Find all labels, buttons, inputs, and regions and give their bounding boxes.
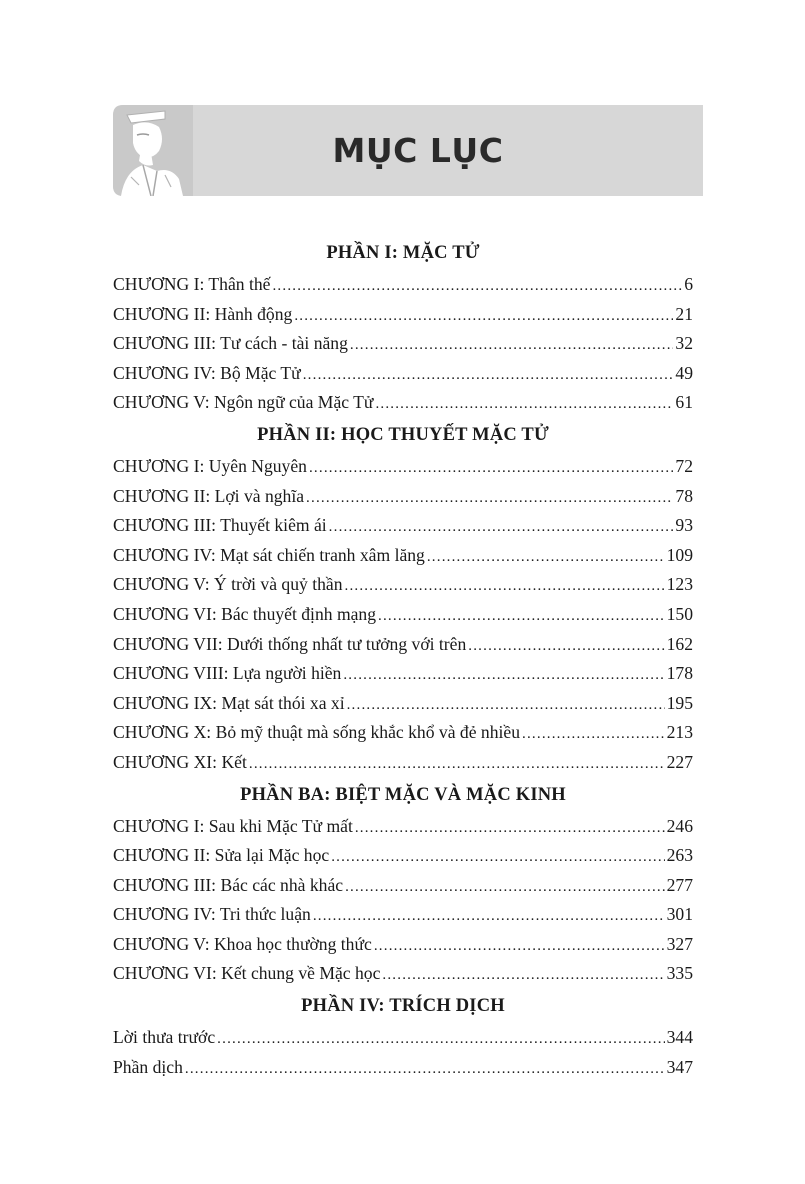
toc-entry <box>113 871 693 901</box>
dot-leader <box>272 272 682 302</box>
dot-leader <box>374 932 665 962</box>
toc-entry-title: CHƯƠNG VI: Kết chung về Mặc học <box>113 963 381 984</box>
toc-entry <box>113 1023 693 1053</box>
toc-entry-page: 178 <box>666 663 693 684</box>
dot-leader <box>350 331 674 361</box>
toc-entry-page: 277 <box>666 874 693 895</box>
toc-entry-title: CHƯƠNG II: Hành động <box>113 303 293 324</box>
toc-entry-title: CHƯƠNG I: Thân thế <box>113 274 271 294</box>
dot-leader <box>375 390 673 420</box>
toc-entry-page: 162 <box>666 633 693 654</box>
toc-entry-page: 61 <box>675 392 693 413</box>
toc-entry-page: 109 <box>666 544 693 565</box>
dot-leader <box>303 361 674 391</box>
toc-entry <box>113 388 693 418</box>
dot-leader <box>331 843 664 873</box>
toc-entry <box>113 900 693 930</box>
toc-entry-title: CHƯƠNG VI: Bác thuyết định mạng <box>113 603 377 624</box>
toc-entry-title: CHƯƠNG XI: Kết <box>113 751 247 772</box>
toc-entry <box>113 452 693 482</box>
toc-entry <box>113 270 693 300</box>
dot-leader <box>427 543 665 573</box>
toc-entry-page: 335 <box>666 963 693 984</box>
toc-entry-page: 32 <box>675 333 693 354</box>
toc-entry <box>113 689 693 719</box>
toc-entry-title: CHƯƠNG VII: Dưới thống nhất tư tưởng với trên <box>113 633 467 654</box>
dot-leader <box>217 1025 664 1055</box>
toc-entry-title: Lời thưa trước <box>113 1027 216 1048</box>
toc-entry-page: 347 <box>666 1056 693 1077</box>
toc-entry <box>113 748 693 778</box>
toc-entry-title: CHƯƠNG V: Khoa học thường thức <box>113 933 372 954</box>
toc-entry-page: 327 <box>666 933 693 954</box>
toc-entry <box>113 812 693 842</box>
toc-entry-title: CHƯƠNG IV: Mạt sát chiến tranh xâm lăng <box>113 544 425 565</box>
table-of-contents <box>113 236 693 1082</box>
toc-entry <box>113 359 693 389</box>
dot-leader <box>306 484 673 514</box>
toc-entry-title: CHƯƠNG IV: Bộ Mặc Tử <box>113 362 301 383</box>
toc-entry-title: CHƯƠNG I: Uyên Nguyên <box>113 455 307 476</box>
header-banner <box>113 105 703 196</box>
toc-entry-page: 72 <box>675 455 693 476</box>
toc-entry <box>113 300 693 330</box>
toc-entry <box>113 511 693 541</box>
toc-entry-page: 213 <box>666 722 693 743</box>
toc-entry-page: 6 <box>684 274 693 294</box>
dot-leader <box>343 661 664 691</box>
dot-leader <box>345 572 665 602</box>
dot-leader <box>313 902 665 932</box>
dot-leader <box>309 454 673 484</box>
toc-entry-page: 21 <box>675 303 693 324</box>
toc-entry-title: CHƯƠNG IV: Tri thức luận <box>113 904 311 925</box>
toc-entry-page: 301 <box>666 904 693 925</box>
toc-entry-page: 78 <box>675 485 693 506</box>
dot-leader <box>378 602 665 632</box>
part-heading: PHẦN I: MẶC TỬ <box>326 243 480 263</box>
dot-leader <box>347 691 665 721</box>
toc-entry-page: 150 <box>666 603 693 624</box>
toc-entry-page: 49 <box>675 362 693 383</box>
toc-entry-title: CHƯƠNG II: Sửa lại Mặc học <box>113 845 330 866</box>
toc-entry-page: 195 <box>666 692 693 713</box>
toc-entry-page: 263 <box>666 845 693 866</box>
toc-entry <box>113 541 693 571</box>
toc-entry <box>113 630 693 660</box>
toc-entry-page: 227 <box>666 751 693 772</box>
toc-entry <box>113 718 693 748</box>
toc-entry-title: CHƯƠNG VIII: Lựa người hiền <box>113 663 342 684</box>
toc-entry-page: 123 <box>666 574 693 595</box>
part-heading: PHẦN IV: TRÍCH DỊCH <box>301 996 505 1017</box>
toc-entry-title: CHƯƠNG I: Sau khi Mặc Tử mất <box>113 815 353 836</box>
toc-entry-title: CHƯƠNG III: Thuyết kiêm ái <box>113 515 327 536</box>
toc-entry <box>113 482 693 512</box>
toc-entry <box>113 329 693 359</box>
dot-leader <box>468 632 664 662</box>
toc-entry-title: CHƯƠNG V: Ngôn ngữ của Mặc Tử <box>113 392 374 413</box>
toc-entry <box>113 930 693 960</box>
toc-entry-title: Phần dịch <box>113 1056 183 1077</box>
toc-entry <box>113 570 693 600</box>
toc-entry <box>113 600 693 630</box>
toc-entry <box>113 841 693 871</box>
part-heading: PHẦN II: HỌC THUYẾT MẶC TỬ <box>257 424 549 445</box>
dot-leader <box>329 513 674 543</box>
toc-entry <box>113 659 693 689</box>
dot-leader <box>522 720 665 750</box>
dot-leader <box>345 873 665 903</box>
toc-entry <box>113 1053 693 1083</box>
toc-entry <box>113 959 693 989</box>
part-heading: PHẦN BA: BIỆT MẶC VÀ MẶC KINH <box>240 784 566 805</box>
toc-entry-page: 246 <box>666 815 693 836</box>
toc-entry-title: CHƯƠNG V: Ý trời và quỷ thần <box>113 574 343 595</box>
toc-entry-title: CHƯƠNG III: Bác các nhà khác <box>113 874 344 895</box>
toc-entry-title: CHƯƠNG III: Tư cách - tài năng <box>113 333 348 354</box>
toc-entry-title: CHƯƠNG X: Bỏ mỹ thuật mà sống khắc khổ và đẻ nhiều <box>113 722 521 743</box>
dot-leader <box>355 814 665 844</box>
dot-leader <box>185 1055 665 1085</box>
dot-leader <box>382 961 664 991</box>
page-title: MỤC LỤC <box>332 131 504 170</box>
dot-leader <box>249 750 665 780</box>
toc-entry-title: CHƯƠNG II: Lợi và nghĩa <box>113 485 305 506</box>
toc-entry-title: CHƯƠNG IX: Mạt sát thói xa xỉ <box>113 692 345 713</box>
dot-leader <box>294 302 673 332</box>
toc-entry-page: 93 <box>675 515 693 536</box>
toc-entry-page: 344 <box>666 1027 693 1048</box>
